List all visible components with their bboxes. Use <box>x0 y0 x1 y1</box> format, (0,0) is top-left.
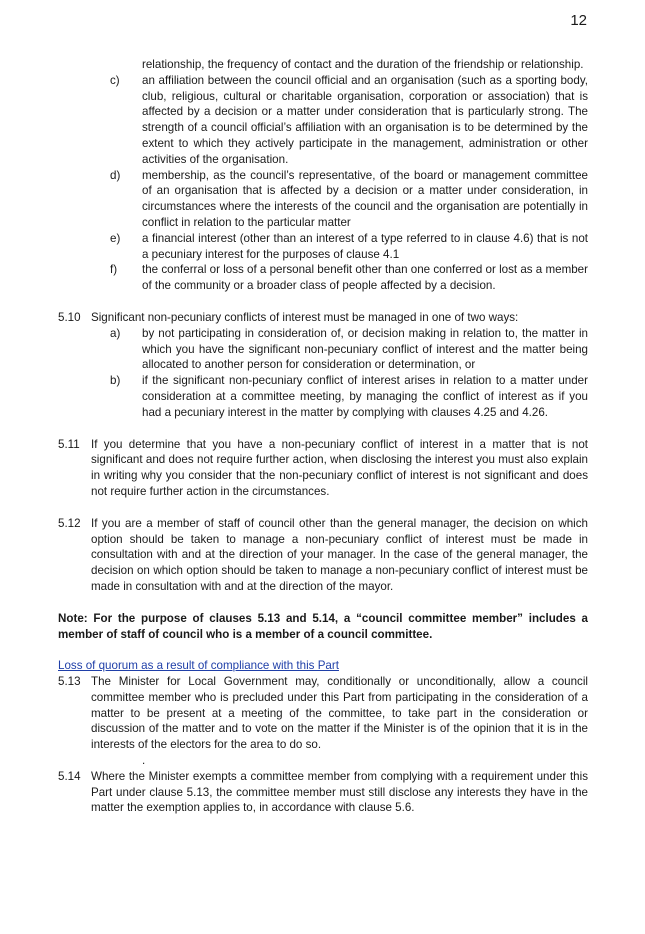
list-item <box>110 373 588 420</box>
document-body <box>58 57 588 816</box>
list-letter: b) <box>110 374 121 388</box>
list-letter: f) <box>110 263 118 277</box>
list-letter: a) <box>110 326 121 340</box>
clause-number: 5.13 <box>58 675 81 689</box>
clause-text: The Minister for Local Government may, conditionally or unconditionally, allow a council committee member who is precluded under this Part from participating in the consideration of a matter to be present at a meeting of the committee, to take part in the consideration or discussion of the matter and to vote on the matter if the Minister is of the opinion that it is in the interests of the electors for the area to do so. <box>91 675 588 752</box>
list-item <box>110 168 588 231</box>
list-letter: c) <box>110 73 120 87</box>
list-letter: d) <box>110 168 121 182</box>
clause-number: 5.11 <box>58 437 80 451</box>
clause-5-13 <box>58 674 588 753</box>
list-text: an affiliation between the council official and an organisation (such as a sporting body, club, religious, cultural or charitable organisation, corporation or association) that is affected by a decision or a matter under consideration that is particularly strong. The strength of a council official’s affiliation with an organisation is to be determined by the extent to which they actively participate in the management, administration or other activities of the organisation. <box>142 73 588 166</box>
list-item <box>110 326 588 373</box>
clause-number: 5.12 <box>58 516 81 530</box>
clause-text: Where the Minister exempts a committee member from complying with a requirement under this Part under clause 5.13, the committee member must still disclose any interests they have in the matter the exemption applies to, in accordance with clause 5.6. <box>91 769 588 815</box>
continuation-paragraph: relationship, the frequency of contact and the duration of the friendship or relationship. <box>142 58 584 71</box>
list-text: a financial interest (other than an interest of a type referred to in clause 4.6) that is not a pecuniary interest for the purposes of clause 4.1 <box>142 231 588 261</box>
list-item <box>110 231 588 263</box>
clause-text: If you determine that you have a non-pecuniary conflict of interest in a matter that is not significant and does not require further action, when disclosing the interest you must also explain in writing why you consider that the non-pecuniary conflict of interest is not significant and does not require further action in the circumstances. <box>91 437 588 498</box>
section-heading-link[interactable]: Loss of quorum as a result of compliance with this Part <box>58 659 339 673</box>
list-text: by not participating in consideration of, or decision making in relation to, the matter in which you have the significant non-pecuniary conflict of interest and the matter being allocated to another person for consideration or determination, or <box>142 326 588 372</box>
note-paragraph: Note: For the purpose of clauses 5.13 and 5.14, a “council committee member” includes a member of staff of council who is a member of a council committee. <box>58 611 588 641</box>
clause-number: 5.10 <box>58 310 81 324</box>
list-text: if the significant non-pecuniary conflict of interest arises in relation to a matter under consideration at a committee meeting, by managing the conflict of interest as if you had a pecuniary interest in the matter by complying with clauses 4.25 and 4.26. <box>142 374 588 419</box>
clause-text: If you are a member of staff of council other than the general manager, the decision on which option should be taken to manage a non-pecuniary conflict of interest must be made in consultation with and at the direction of your manager. In the case of the general manager, the decision on which option should be taken to manage a non-pecuniary conflict of interest must be made in consultation with and at the direction of the mayor. <box>91 516 588 593</box>
clause-5-11 <box>58 437 588 500</box>
clause-5-14 <box>58 769 588 816</box>
clause-text: Significant non-pecuniary conflicts of interest must be managed in one of two ways: <box>91 310 519 324</box>
list-item <box>110 73 588 168</box>
stray-dot: . <box>142 754 146 768</box>
list-text: the conferral or loss of a personal benefit other than one conferred or lost as a member of the community or a broader class of people affected by a decision. <box>142 263 588 293</box>
page-number: 12 <box>570 12 587 29</box>
list-letter: e) <box>110 231 121 245</box>
clause-5-10 <box>58 310 588 421</box>
list-item <box>110 262 588 294</box>
list-items-c-to-f <box>58 73 588 294</box>
clause-number: 5.14 <box>58 769 81 783</box>
list-text: membership, as the council’s representative, of the board or management committee of an organisation that is affected by a decision or a matter under consideration, in circumstances where the interests of the council and the organisation are potentially in conflict in relation to the particular matter <box>142 168 588 229</box>
clause-5-12 <box>58 516 588 595</box>
